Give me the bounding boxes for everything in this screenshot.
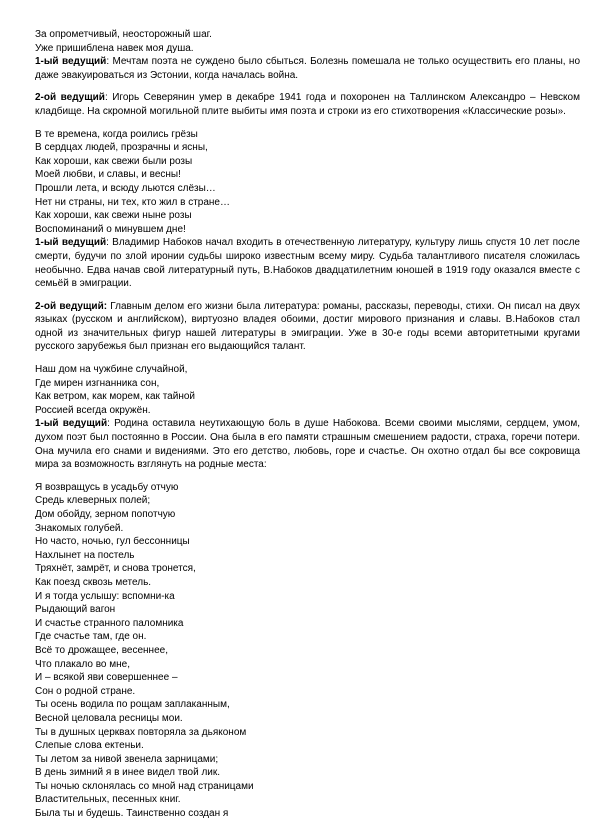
speaker-label: 1-ый ведущий: [35, 56, 107, 68]
narration-text: : Мечтам поэта не суждено было сбыться. Болезнь помешала не только осуществить его планы, но даже эвакуироваться из Эстонии, когда началась война.: [35, 56, 581, 81]
poem-line: Сон о родной стране.: [35, 685, 136, 697]
narration-text: : Игорь Северянин умер в декабре 1941 года и похоронен на Таллинском Александро – Невском кладбище. На скромной могильной плите выбиты имя поэта и строки из его стихотворения «Классические розы».: [35, 92, 580, 117]
narration-text: : Родина оставила неутихающую боль в душе Набокова. Всеми своими мыслями, сердцем, умом, духом поэт был постоянно в России. Она была в его памяти страшным смешением радости, страха, горечи потери. Она мучила его снами и видениями. Это его детство, любовь, горе и счастье. Он охотно отдал бы все сокровища мира за возможность взглянуть на родные места:: [35, 418, 581, 471]
poem-line: В сердцах людей, прозрачны и ясны,: [35, 142, 208, 154]
poem-line: Как хороши, как свежи ныне розы: [35, 210, 192, 222]
poem-line: Всё то дрожащее, весеннее,: [35, 644, 168, 656]
poem-line: Воспоминаний о минувшем дне!: [35, 223, 186, 235]
poem-line: Моей любви, и славы, и весны!: [35, 169, 181, 181]
poem-line: И – всякой яви совершеннее –: [35, 672, 178, 684]
poem-line: Весной целовала ресницы мои.: [35, 712, 183, 724]
poem-line: Ты ночью склонялась со мной над страницами: [35, 780, 254, 792]
poem-line: Властительных, песенных книг.: [35, 794, 181, 806]
poem-line: Дом обойду, зерном попотчую: [35, 509, 176, 520]
poem-line: И счастье странного паломника: [35, 617, 184, 629]
poem-line: Ты в душных церквах повторяла за дьяконом: [35, 726, 247, 738]
poem-line: Что плакало во мне,: [35, 658, 131, 670]
document-page: [35, 28, 580, 821]
poem-nabokov-home: [35, 363, 580, 417]
poem-line: Но часто, ночью, гул бессонницы: [35, 536, 190, 548]
poem-line: Знакомых голубей.: [35, 522, 124, 534]
poem-line: Прошли лета, и всюду льются слёзы…: [35, 182, 216, 194]
poem-line: Где счастье там, где он.: [35, 631, 147, 643]
poem-line: Я возвращусь в усадьбу отчую: [35, 481, 179, 493]
narration-paragraph: [35, 91, 580, 118]
speaker-label: 2-ой ведущий: [35, 92, 105, 104]
poem-line: Наш дом на чужбине случайной,: [35, 364, 188, 376]
poem-line: Как ветром, как морем, как тайной: [35, 391, 195, 403]
poem-line: Как поезд сквозь метель.: [35, 576, 152, 588]
speaker-label: 1-ый ведущий: [35, 237, 107, 249]
poem-line: Нет ни страны, ни тех, кто жил в стране…: [35, 196, 230, 208]
poem-line: За опрометчивый, неосторожный шаг.: [35, 29, 212, 40]
poem-line: Как хороши, как свежи были розы: [35, 155, 193, 167]
poem-line: В день зимний я в инее видел твой лик.: [35, 767, 221, 779]
narration-paragraph: [35, 417, 580, 471]
poem-line: Тряхнёт, замрёт, и снова тронется,: [35, 563, 196, 575]
poem-line: В те времена, когда роились грёзы: [35, 128, 198, 140]
poem-classical-roses: [35, 128, 580, 237]
poem-line: Слепые слова ектеньи.: [35, 740, 144, 752]
poem-line: Рыдающий вагон: [35, 604, 116, 616]
narration-text: : Владимир Набоков начал входить в отечественную литературу, культуру лишь спустя 10 лет после смерти, будучи по злой иронии судьбы широко известным всему миру. Судьба талантливого писателя сложилась необычно. Едва начав свой литературный путь, В.Набоков двадцатилетним юношей в 1919 году оказался вместе с семьёй в эмиграции.: [35, 237, 580, 290]
poem-line: Ты осень водила по рощам заплаканным,: [35, 699, 230, 711]
narration-paragraph: [35, 55, 580, 82]
poem-line: Ты летом за нивой звенела зарницами;: [35, 753, 219, 765]
poem-line: Россией всегда окружён.: [35, 404, 151, 416]
speaker-label: 1-ый ведущий: [35, 418, 108, 430]
poem-line: Уже пришиблена навек моя душа.: [35, 42, 194, 54]
speaker-label: 2-ой ведущий:: [35, 300, 108, 312]
poem-line: Где мирен изгнанника сон,: [35, 377, 160, 389]
poem-fragment-severyanin: [35, 28, 580, 55]
poem-line: Была ты и будешь. Таинственно создан я: [35, 808, 229, 820]
narration-paragraph: [35, 300, 580, 354]
narration-text: Главным делом его жизни была литература: романы, рассказы, переводы, стихи. Он писал на двух языках (русском и английском), виртуозно владея обоими, достиг мирового признания и славы. В.Набоков стал одной из значительных фигур нашей литературы в эмиграции. Уже в 30-е годы всеми авторитетными кругами русского зарубежья был признан его выдающийся талант.: [35, 300, 580, 353]
poem-line: Нахлынет на постель: [35, 549, 135, 561]
poem-nabokov-return: [35, 481, 580, 821]
poem-line: Средь клеверных полей;: [35, 495, 151, 507]
poem-line: И я тогда услышу: вспомни-ка: [35, 590, 175, 602]
narration-paragraph: [35, 236, 580, 290]
